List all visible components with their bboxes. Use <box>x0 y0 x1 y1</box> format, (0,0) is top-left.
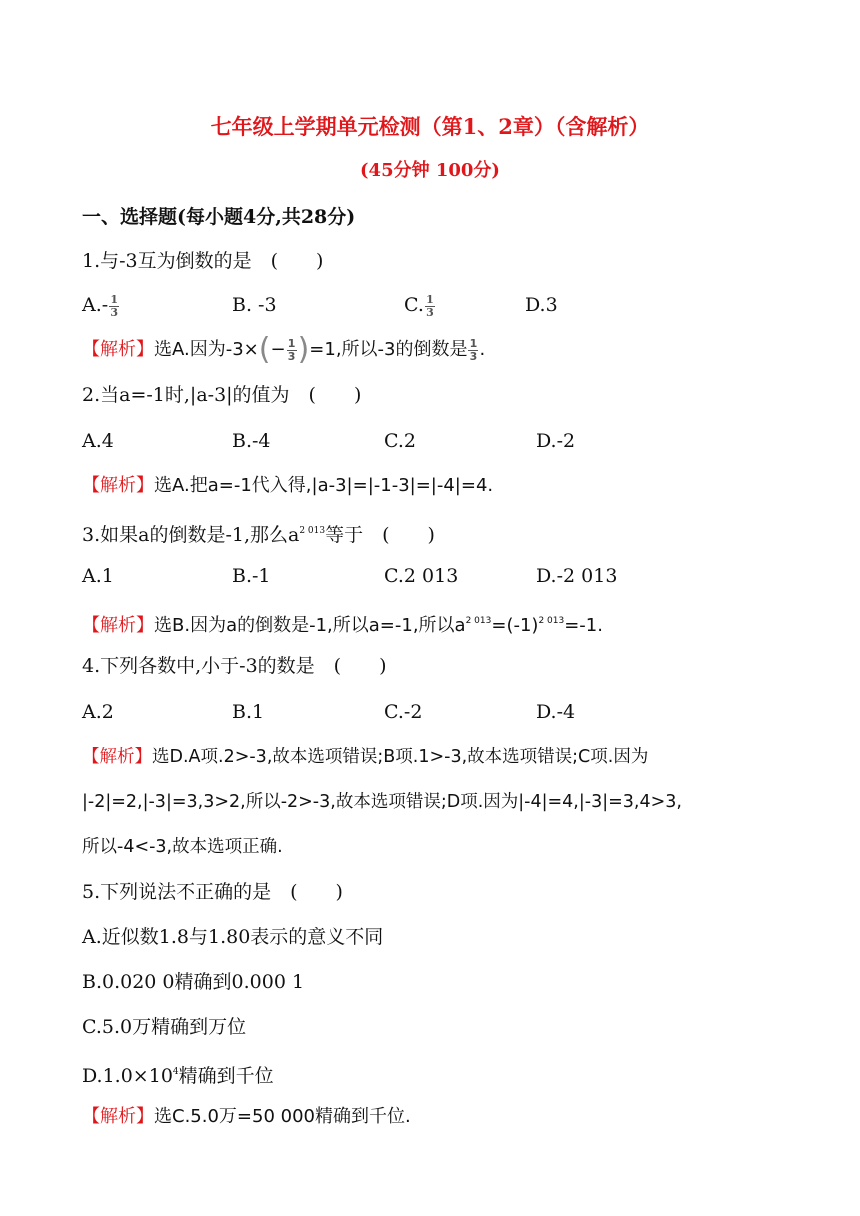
question-4-option-a: A.2 <box>82 701 114 723</box>
question-3-stem <box>82 517 435 549</box>
analysis-tag: 【解析】 <box>82 475 154 496</box>
question-5-stem: 5.下列说法不正确的是 ( ) <box>82 881 343 903</box>
question-5-option-b: B.0.020 0精确到0.000 1 <box>82 971 305 993</box>
question-2-stem: 2.当a=-1时,|a-3|的值为 ( ) <box>82 384 362 406</box>
question-5-analysis <box>82 1103 411 1131</box>
fraction-one-third <box>468 338 478 363</box>
exponent: 2 013 <box>465 616 492 626</box>
exponent: 2 013 <box>538 616 565 626</box>
question-2-option-c: C.2 <box>384 430 416 452</box>
analysis-tag: 【解析】 <box>82 747 152 767</box>
analysis-text: 选C.5.0万=50 000精确到千位. <box>154 1106 411 1127</box>
question-4-analysis-line-2: |-2|=2,|-3|=3,3>2,所以-2>-3,故本选项错误;D项.因为|-4|=4,|-3|=3,4>3, <box>82 792 682 812</box>
question-3-option-d: D.-2 013 <box>536 565 618 587</box>
exponent: 2 013 <box>299 526 326 536</box>
question-4-analysis-line-3: 所以-4<-3,故本选项正确. <box>82 837 283 857</box>
section-heading: 一、选择题(每小题4分,共28分) <box>82 206 356 228</box>
question-1-analysis <box>82 332 486 367</box>
fraction-one-third <box>109 294 119 319</box>
question-2-option-d: D.-2 <box>536 430 576 452</box>
analysis-tag: 【解析】 <box>82 339 154 360</box>
question-1-option-a <box>82 291 120 319</box>
question-5-option-d <box>82 1058 274 1090</box>
minus-sign: − <box>270 339 286 360</box>
fraction-numerator: 1 <box>287 336 296 350</box>
fraction-one-third <box>425 294 435 319</box>
fraction-numerator: 1 <box>110 292 119 306</box>
analysis-text: =(-1) <box>491 615 539 636</box>
question-4-stem: 4.下列各数中,小于-3的数是 ( ) <box>82 655 387 677</box>
option-text: D.1.0×10 <box>82 1065 173 1087</box>
page-title: 七年级上学期单元检测（第1、2章）（含解析） <box>210 114 650 139</box>
analysis-tag: 【解析】 <box>82 1106 154 1127</box>
analysis-text: =1,所以-3的倒数是 <box>309 339 468 360</box>
question-3-option-b: B.-1 <box>232 565 271 587</box>
question-2-option-a: A.4 <box>82 430 114 452</box>
question-2-option-b: B.-4 <box>232 430 271 452</box>
question-1-stem: 1.与-3互为倒数的是 ( ) <box>82 250 324 272</box>
question-5-option-c: C.5.0万精确到万位 <box>82 1016 247 1038</box>
analysis-text: 选A.把a=-1代入得,|a-3|=|-1-3|=|-4|=4. <box>154 475 494 496</box>
question-5-option-a: A.近似数1.8与1.80表示的意义不同 <box>82 926 384 948</box>
question-1-option-b: B. -3 <box>232 294 277 316</box>
question-4-analysis-line-1 <box>82 743 648 771</box>
exponent: 4 <box>172 1067 179 1077</box>
analysis-text: =-1. <box>564 615 603 636</box>
option-text: 精确到千位 <box>178 1065 274 1087</box>
question-4-option-d: D.-4 <box>536 701 576 723</box>
analysis-tag: 【解析】 <box>82 615 154 636</box>
fraction-numerator: 1 <box>426 292 434 306</box>
fraction-denominator: 3 <box>469 349 478 363</box>
right-paren: ) <box>297 332 310 367</box>
question-2-analysis <box>82 472 493 500</box>
fraction-denominator: 3 <box>426 305 434 319</box>
fraction-one-third <box>287 338 297 363</box>
page-subtitle: (45分钟 100分) <box>360 160 500 181</box>
question-3-option-c: C.2 013 <box>384 565 459 587</box>
question-1-option-d: D.3 <box>525 294 558 316</box>
analysis-text: . <box>479 339 486 360</box>
stem-text: 等于 ( ) <box>325 524 435 546</box>
left-paren: ( <box>258 332 271 367</box>
fraction-denominator: 3 <box>110 305 119 319</box>
option-c-prefix: C. <box>404 294 424 316</box>
analysis-text: 选D.A项.2>-3,故本选项错误;B项.1>-3,故本选项错误;C项.因为 <box>152 747 649 767</box>
question-3-option-a: A.1 <box>82 565 114 587</box>
question-3-analysis <box>82 607 603 640</box>
analysis-text: 选A.因为-3× <box>154 339 259 360</box>
option-a-prefix: A.- <box>82 294 109 316</box>
analysis-text: 选B.因为a的倒数是-1,所以a=-1,所以a <box>154 615 466 636</box>
fraction-numerator: 1 <box>469 336 478 350</box>
question-1-option-c <box>404 291 436 319</box>
stem-text: 3.如果a的倒数是-1,那么a <box>82 524 300 546</box>
fraction-denominator: 3 <box>287 349 296 363</box>
question-4-option-b: B.1 <box>232 701 265 723</box>
question-4-option-c: C.-2 <box>384 701 423 723</box>
